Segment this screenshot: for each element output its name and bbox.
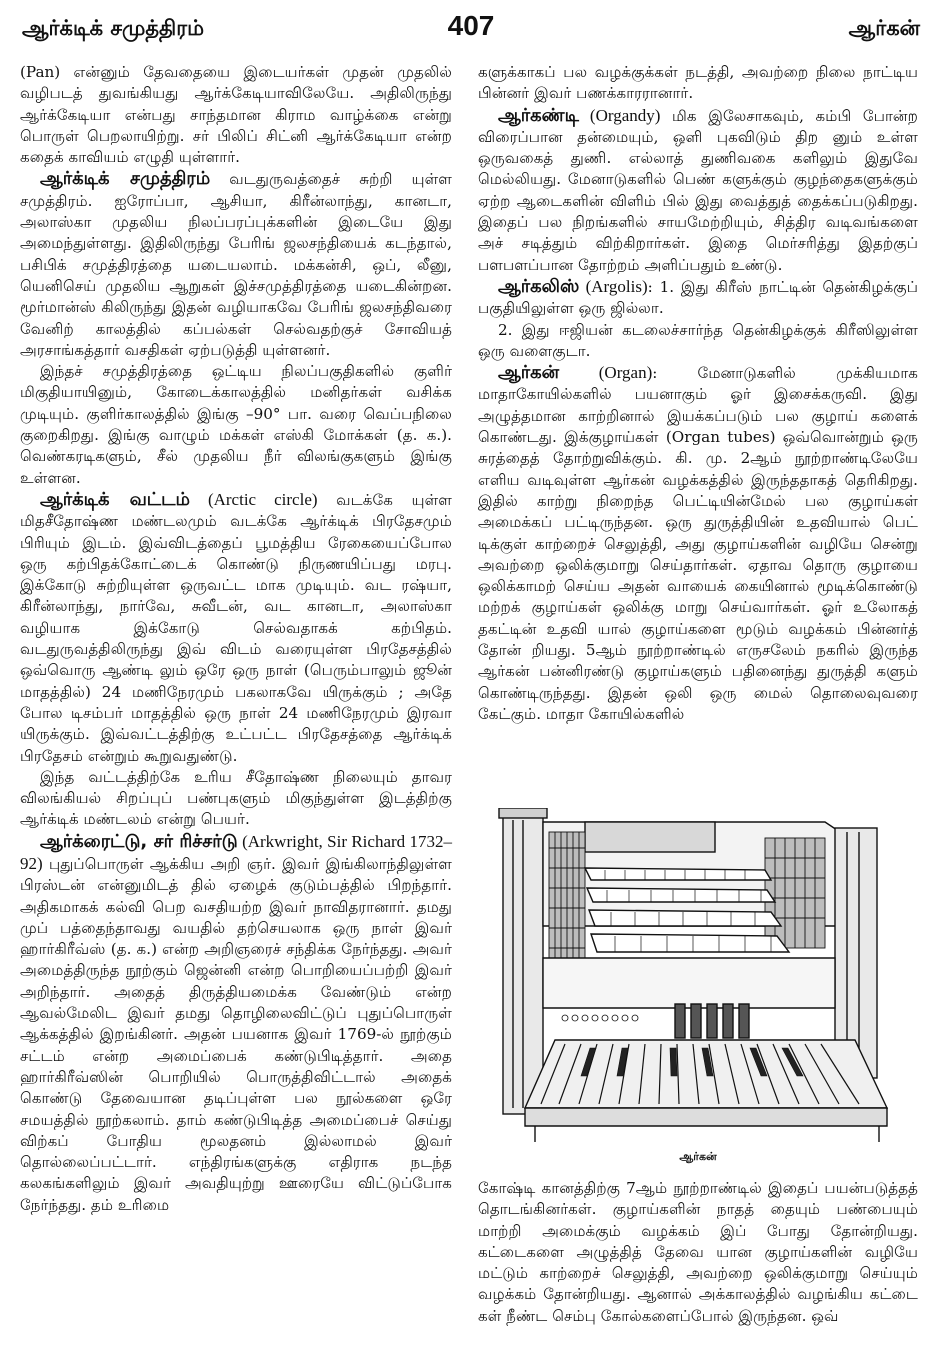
entry-arctic-ocean-paragraph-2: இந்தச் சமுத்திரத்தை ஒட்டிய நிலப்பகுதிகளில் குளிர் மிகுதியாயினும், கோடைக்காலத்தில் மனிதர்கள் வசிக்க முடியும். குளிர்காலத்தில் இங்கு –90° பா. வரை வெப்பநிலை குறைகிறது. இங்கு வாழும் மக்கள் எஸ்கி மோக்கள் (த. க.). வெண்கரடிகளும், சீல் முதலிய நீர் விலங்குகளும் இங்கு உள்ளன.: [20, 362, 452, 487]
left-column: [20, 62, 452, 1216]
entry-arkwright: [20, 831, 452, 1216]
figure-caption: ஆர்கன்: [679, 1150, 717, 1163]
entry-arctic-ocean-text: வடதுருவத்தைச் சுற்றி யுள்ள சமுத்திரம். ஐரோப்பா, ஆசியா, கிரீன்லாந்து, கானடா, அலாஸ்கா முதலிய நிலப்பரப்புக்களின் இடையே இது அமைந்துள்ளது. இதிலிருந்து பேரிங் ஜலசந்தியைக் கடந்தால், பசிபிக் சமுத்திரத்தை யடையலாம். மக்கன்சி, ஒப், லீனு, யெனிசெய் முதலிய ஆறுகள் இச்சமுத்திரத்தை யடைகின்றன. மூர்மான்ஸ் கிலிருந்து இதன் வழியாகவே பேரிங் ஜலசந்திவரை வேனிற் காலத்தில் கப்பல்கள் செல்வதற்குச் சோவியத் அரசாங்கத்தார் வசதிகள் ஏற்படுத்தி யுள்ளனர்.: [20, 170, 452, 359]
header-right-title: ஆர்கன்: [848, 16, 920, 40]
entry-arctic-circle-paragraph-2: இந்த வட்டத்திற்கே உரிய சீதோஷ்ண நிலையும் தாவர விலங்கியல் சிறப்புப் பண்புகளும் மிகுந்துள்ள இடத்திற்கு ஆர்க்டிக் மண்டலம் என்று பெயர்.: [20, 767, 452, 829]
organ-console-illustration: [495, 808, 899, 1148]
headword-organ-english: (Organ): [559, 363, 653, 383]
headword-organdy: ஆர்கண்டி: [498, 104, 579, 126]
headword-arctic-circle: ஆர்க்டிக் வட்டம்: [40, 488, 190, 510]
headword-organdy-english: (Organdy): [578, 105, 661, 125]
entry-arctic-circle: [20, 489, 452, 767]
entry-arkwright-text: புதுப்பொருள் ஆக்கிய அறி ஞர். இவர் இங்கிலாந்திலுள்ள பிரஸ்டன் என்னுமிடத் தில் ஏழைக் குடும்பத்தில் பிறந்தார். அதிகமாகக் கல்வி பெற வசதியற்ற இவர் நாவிதரானார். தமது முப் பத்தைந்தாவது வயதில் தற்செயலாக ஒரு நாள் இவர் ஹார்கிரீவ்ஸ் (த. க.) என்ற அறிஞரைச் சந்திக்க நேர்ந்தது. அவர் அமைத்திருந்த நூற்கும் ஜென்னி என்ற பொறியைப்பற்றி இவர் அறிந்தார். அதைத் திருத்தியமைக்க வேண்டும் என்ற ஆவல்மேலிட இவர் தமது தொழிலைவிட்டுப் புதுப்பொருள் ஆக்கத்தில் இறங்கினர். அதன் பயனாக இவர் 1769-ல் நூற்கும் சட்டம் என்ற அமைப்பைக் கண்டுபிடித்தார். அதை ஹார்கிரீவ்ஸின் பொறியில் பொருத்திவிட்டால் அதைக் கொண்டு தேவையான தடிப்புள்ள பல நூல்களை ஒரே சமயத்தில் நூற்கலாம். தாம் கண்டுபிடித்த அமைப்பைச் செய்து விற்கப் போதிய மூலதனம் இல்லாமல் இவர் தொல்லைப்பட்டார். எந்திரங்களுக்கு எதிராக நடந்த கலகங்களிலும் இவர் அவதியுற்று ஊரையே விட்டுப்போக நேர்ந்தது. தம் உரிமை: [20, 854, 452, 1214]
entry-organ: [478, 362, 918, 725]
entry-organdy-text: மிக இலேசாகவும், கம்பி போன்ற விரைப்பான தன்மையும், ஒளி புகவிடும் திற னும் உள்ள ஒருவகைத் துணி. எல்லாத் துணிவகை களிலும் இதுவே மெல்லியது. மேனாடுகளில் பெண் களுக்கும் குழந்தைகளுக்கும் ஏற்ற ஆடைகளின் விளிம் பில் இது வைத்துத் தைக்கப்படுகிறது. இதைப் பல நிறங்களில் சாயமேற்றியும், சித்திர வடிவங்களை அச் சடித்தும் விற்கிறார்கள். இதை மெர்சரித்து இதற்குப் பளபளப்பான தோற்றம் அளிப்பதும் உண்டு.: [478, 106, 918, 274]
entry-organ-text: : மேனாடுகளில் முக்கியமாக மாதாகோயில்களில் பயனாகும் ஓர் இசைக்கருவி. இது அழுத்தமான காற்றினால் இயக்கப்படும் பல குழாய் களைக் கொண்டது. இக்குழாய்கள் (Organ tubes) ஒவ்வொன்றும் ஒரு சுரத்தைத் தோற்றுவிக்கும். கி. மு. 2ஆம் நூற்றாண்டிலேயே எளிய வடிவுள்ள ஆர்கன் வழக்கத்தில் இருந்ததாகத் தெரிகிறது. இதில் காற்று நிறைந்த பெட்டியின்மேல் பல குழாய்கள் அமைக்கப் பட்டிருந்தன. ஒரு துருத்தியின் உதவியால் பெட் டிக்குள் காற்றைச் செலுத்தி, அது குழாய்களின் வழியே சென்று அவற்றை ஒலிக்குமாறு செய்தார்கள். ஏதாவ தொரு குழாயை ஒலிக்காமற் செய்ய அதன் வாயைக் கையினால் மூடிக்கொண்டு மற்றக் குழாய்கள் ஒலிக்கு மாறு செய்வார்கள். ஓர் உலோகத் தகட்டின் உதவி யால் குழாய்களை மூடும் வழக்கம் பின்னர்த் தோன் றியது. 5ஆம் நூற்றாண்டில் எருசலேம் நகரில் இருந்த ஆர்கன் பன்னிரண்டு குழாய்களும் பதினைந்து துருத்தி களும் கொண்டிருந்தது. இதன் ஒலி ஒரு மைல் தொலைவுவரை கேட்கும். மாதா கோயில்களில்: [478, 364, 918, 723]
entry-organ-continued: கோஷ்டி கானத்திற்கு 7ஆம் நூற்றாண்டில் இதைப் பயன்படுத்தத் தொடங்கினர்கள். குழாய்களின் நாதத் தையும் பண்பையும் மாற்றி அமைக்கும் வழக்கம் இப் போது தோன்றியது. கட்டைகளை அழுத்தித் தேவை யான குழாய்களின் வழியே மட்டும் காற்றைச் செலுத்தி, அவற்றை ஒலிக்குமாறு செய்யும் வழக்கம் தோன்றியது. ஆனால் அக்காலத்தில் வழங்கிய கட்டை கள் நீண்ட செம்பு கோல்களைப்போல் இருந்தன. ஒவ்: [478, 1179, 918, 1325]
headword-arkwright-english: (Arkwright, Sir Richard 1732–92): [20, 831, 453, 873]
headword-organ: ஆர்கன்: [498, 362, 560, 384]
entry-arctic-circle-text: வடக்கே யுள்ள மிதசீதோஷ்ண மண்டலமும் வடக்கே ஆர்க்டிக் பிரதேசமும் பிரியும் இடம். இவ்விடத்தைப் பூமத்திய ரேகையைப்போல ஒரு கற்பிதக்கோட்டைக் கொண்டு நிருணயிப்பது மரபு. இக்கோடு சுற்றியுள்ள ஒருவட்ட மாக முடியும். வட ரஷ்யா, கிரீன்லாந்து, நார்வே, சுவீடன், வட கானடா, அலாஸ்கா வழியாக இக்கோடு செல்வதாகக் கற்பிதம். வடதுருவத்திலிருந்து இவ் விடம் வரையுள்ள பிரதேசத்தில் ஒவ்வொரு ஆண்டி லும் ஒரே ஒரு நாள் (பெரும்பாலும் ஜூன் மாதத்தில்) 24 மணிநேரமும் பகலாகவே யிருக்கும் ; அதே போல டிசம்பர் மாதத்தில் ஒரு நாள் 24 மணிநேரமும் இரவா யிருக்கும். இவ்வட்டத்திற்கு உட்பட்ட பிரதேசத்தை ஆர்க்டிக் பிரதேசம் என்றும் கூறுவதுண்டு.: [20, 490, 453, 765]
headword-arctic-ocean: ஆர்க்டிக் சமுத்திரம்: [40, 168, 211, 190]
headword-argolis-english: (Argolis): [579, 276, 648, 296]
entry-argolis-text: : 1. இது கிரீஸ் நாட்டின் தென்கிழக்குப் பகுதியிலுள்ள ஒரு ஜில்லா.: [478, 277, 919, 318]
entry-organdy: [478, 105, 918, 276]
right-column-bottom: [478, 1178, 918, 1327]
pan-continuation-paragraph: (Pan) என்னும் தேவதையை இடையர்கள் முதன் முதலில் வழிபடத் துவங்கியது ஆர்க்கேடியாவிலேயே. அதிலிருந்து ஆர்க்கேடியா என்பது சாந்தமான கிராம வாழ்க்கை என்று பொருள் பெறலாயிற்று. சர் பிலிப் சிட்னி ஆர்க்கேடியா என்ற கதைக் காவியம் எழுதி யுள்ளார்.: [20, 63, 452, 167]
headword-arctic-circle-english: (Arctic circle): [189, 489, 318, 509]
entry-argolis: [478, 276, 918, 320]
headword-arkwright: ஆர்க்ரைட்டு, சர் ரிச்சர்டு: [40, 830, 238, 852]
header-left-title: ஆர்க்டிக் சமுத்திரம்: [22, 16, 204, 40]
page-number: 407: [447, 10, 495, 41]
organ-drawing: [495, 808, 899, 1148]
entry-arctic-ocean: [20, 168, 452, 361]
headword-argolis: ஆர்கலிஸ்: [498, 275, 580, 297]
right-column: [478, 62, 918, 725]
running-header: [22, 10, 920, 46]
arkwright-continuation-paragraph: களுக்காகப் பல வழக்குக்கள் நடத்தி, அவற்றை நிலை நாட்டிய பின்னர் இவர் பணக்காரரானார்.: [478, 63, 918, 103]
entry-argolis-paragraph-2: 2. இது ஈஜியன் கடலைச்சார்ந்த தென்கிழக்குக் கிரீஸிலுள்ள ஒரு வளைகுடா.: [478, 320, 918, 360]
